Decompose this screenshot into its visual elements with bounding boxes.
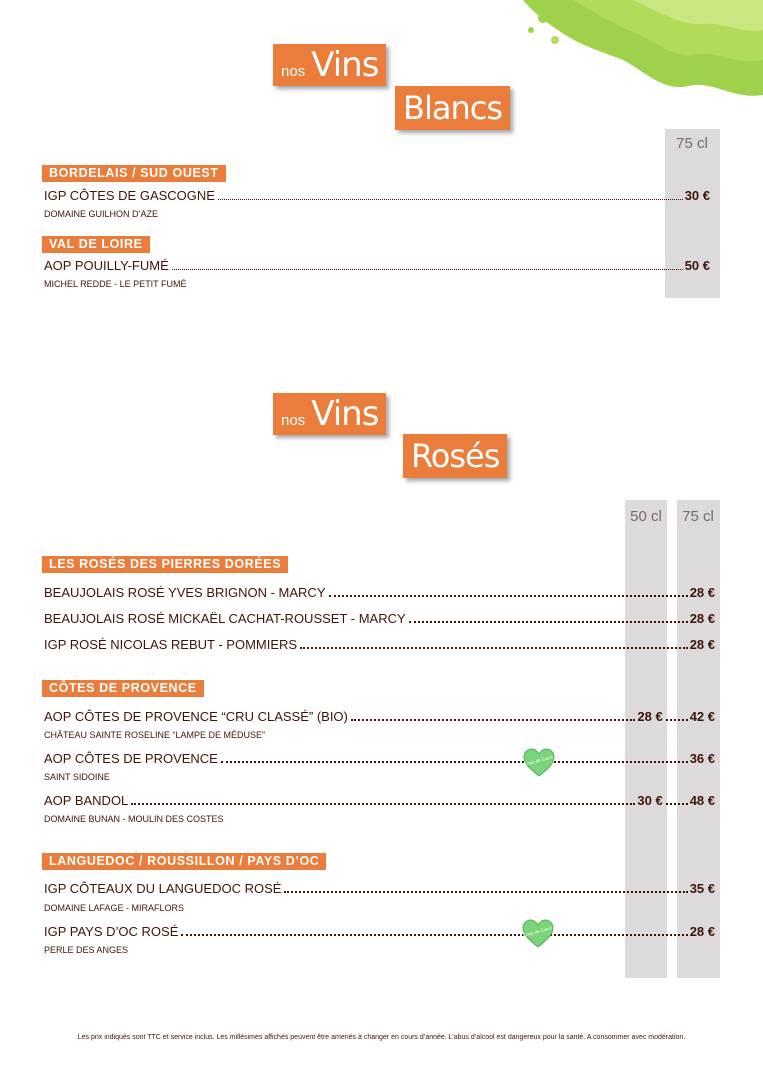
blancs-title-vins: Vins [311, 45, 379, 85]
price-75cl: 36 € [689, 751, 715, 766]
dot-leader [409, 620, 688, 623]
dot-leader [284, 890, 687, 893]
wine-name: IGP PAYS D’OC ROSÉ [44, 924, 179, 939]
price-75cl: 50 € [684, 258, 710, 273]
section-label-languedoc: LANGUEDOC / ROUSSILLON / PAYS D’OC [42, 853, 326, 870]
wine-producer: DOMAINE LAFAGE - MIRAFLORS [44, 903, 185, 913]
wine-name: BEAUJOLAIS ROSÉ MICKAËL CACHAT-ROUSSET - MARCY [44, 611, 406, 626]
section-label-pierres-dorees: LES ROSÉS DES PIERRES DORÉES [42, 556, 288, 573]
wine-row [44, 585, 715, 600]
wine-producer: CHÂTEAU SAINTE ROSELINE “LAMPE DE MÉDUSE” [44, 730, 266, 740]
price-75cl: 42 € [689, 709, 715, 724]
section-label-val-de-loire: VAL DE LOIRE [42, 236, 150, 253]
wine-row [44, 637, 715, 652]
price-75cl: 35 € [689, 881, 715, 896]
wine-name: BEAUJOLAIS ROSÉ YVES BRIGNON - MARCY [44, 585, 326, 600]
wine-row [44, 258, 710, 273]
dot-leader [181, 933, 687, 936]
dot-leader [300, 646, 688, 649]
wine-row [44, 793, 715, 808]
blancs-title-main: Blancs [395, 86, 510, 130]
roses-title-main: Rosés [403, 434, 507, 478]
roses-col-50-header: 50 cl [630, 508, 662, 525]
dot-leader [666, 718, 688, 721]
wine-name: AOP BANDOL [44, 793, 129, 808]
price-75cl: 28 € [689, 611, 715, 626]
price-50cl: 30 € [637, 793, 663, 808]
roses-title-nos: nos [281, 412, 306, 429]
wine-name: AOP CÔTES DE PROVENCE [44, 751, 218, 766]
wine-producer: DOMAINE GUILHON D’AZE [44, 209, 159, 219]
blancs-title-box [273, 44, 386, 86]
wine-row [44, 751, 715, 766]
dot-leader [351, 718, 636, 721]
wine-name: IGP CÔTES DE GASCOGNE [44, 188, 215, 203]
dot-leader [218, 198, 683, 200]
dot-leader [221, 760, 688, 763]
section-label-cotes-de-provence: CÔTES DE PROVENCE [42, 680, 204, 697]
dot-leader [329, 594, 688, 597]
wine-row [44, 188, 710, 203]
wine-producer: MICHEL REDDE - LE PETIT FUMÉ [44, 279, 187, 289]
wine-row [44, 611, 715, 626]
roses-col-75-bg [677, 500, 720, 978]
wine-producer: SAINT SIDOINE [44, 772, 110, 782]
coup-de-coeur-label: Coup de Cœur [522, 925, 553, 938]
price-75cl: 28 € [689, 637, 715, 652]
green-paint-splash [483, 0, 763, 100]
wine-name: IGP ROSÉ NICOLAS REBUT - POMMIERS [44, 637, 298, 652]
price-75cl: 48 € [689, 793, 715, 808]
coup-de-coeur-heart-icon [523, 748, 555, 778]
wine-row [44, 881, 715, 896]
blancs-title-nos: nos [281, 63, 306, 80]
wine-row [44, 709, 715, 724]
coup-de-coeur-heart-icon [522, 919, 554, 949]
price-50cl: 28 € [637, 709, 663, 724]
wine-producer: PERLE DES ANGES [44, 945, 129, 955]
section-label-bordelais: BORDELAIS / SUD OUEST [42, 165, 226, 182]
wine-name: IGP CÔTEAUX DU LANGUEDOC ROSÉ [44, 881, 282, 896]
dot-leader [172, 268, 683, 270]
roses-title-box [273, 393, 386, 435]
blancs-col-75-header: 75 cl [676, 135, 708, 152]
coup-de-coeur-label: Coup de Cœur [523, 754, 554, 767]
price-75cl: 30 € [684, 188, 710, 203]
dot-leader [666, 802, 688, 805]
price-75cl: 28 € [689, 924, 715, 939]
roses-col-75-header: 75 cl [682, 508, 714, 525]
legal-footer: Les prix indiqués sont TTC et service inclus. Les millésimes affichés peuvent être amenés à changer en cours d’année. L’abus d’alcool est dangereux pour la santé. A consommer avec modération. [77, 1034, 686, 1041]
wine-name: AOP CÔTES DE PROVENCE “CRU CLASSÉ” (BIO) [44, 709, 348, 724]
wine-name: AOP POUILLY-FUMÉ [44, 258, 169, 273]
price-75cl: 28 € [689, 585, 715, 600]
wine-producer: DOMAINE BUNAN - MOULIN DES COSTES [44, 814, 224, 824]
dot-leader [131, 802, 635, 805]
roses-col-50-bg [625, 500, 667, 978]
roses-title-vins: Vins [311, 394, 379, 434]
wine-row [44, 924, 715, 939]
